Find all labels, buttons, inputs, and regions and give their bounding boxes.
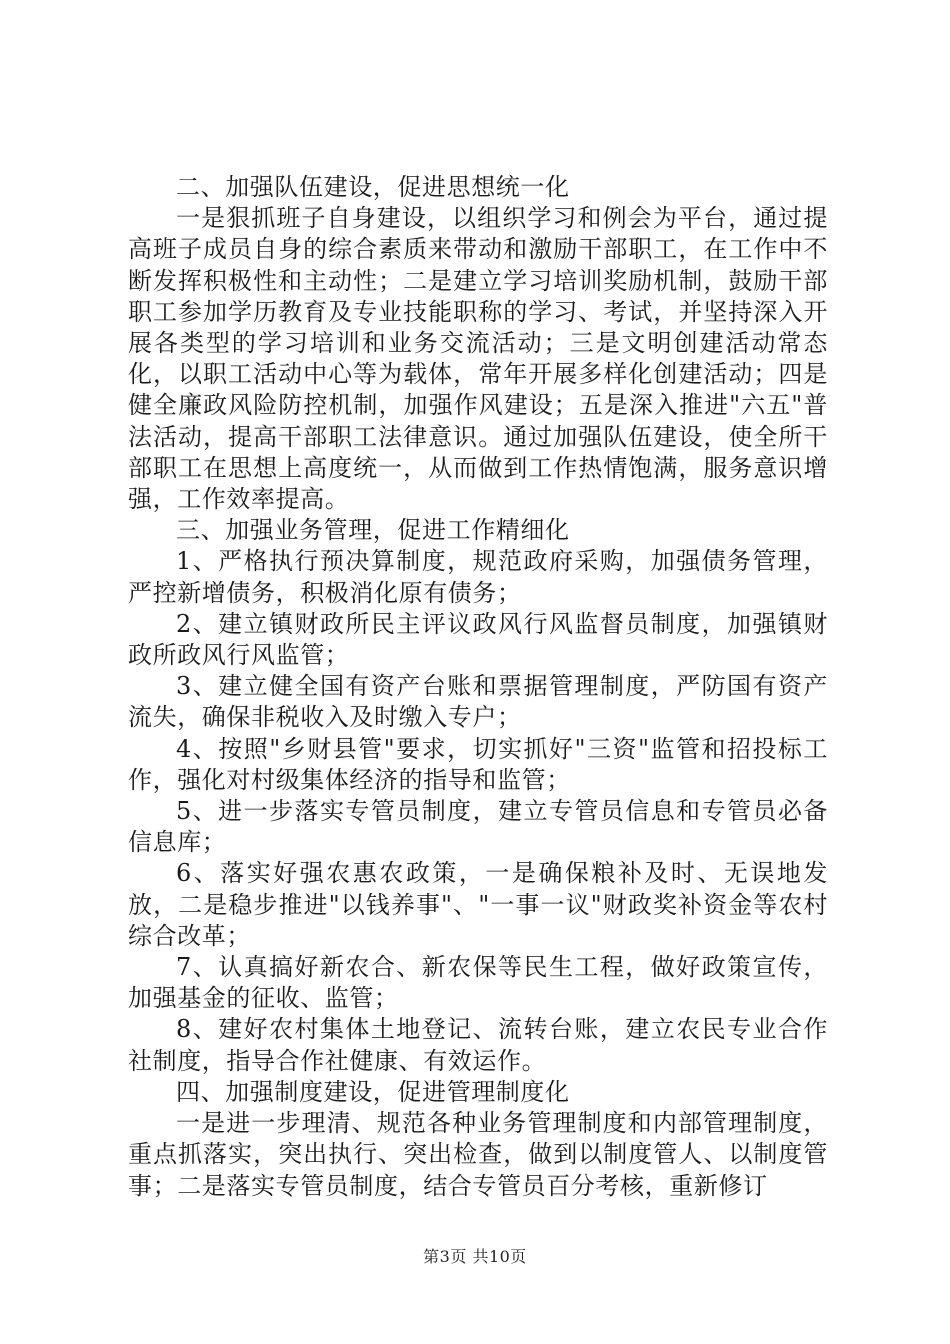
list-item-4: 4、按照"乡财县管"要求，切实抓好"三资"监管和招投标工作，强化对村级集体经济的指导和监管； [128, 734, 828, 794]
list-item-3: 3、建立健全国有资产台账和票据管理制度，严防国有资产流失，确保非税收入及时缴入专户； [128, 672, 828, 732]
list-item-1: 1、严格执行预决算制度，规范政府采购，加强债务管理，严控新增债务，积极消化原有债务； [128, 547, 828, 607]
section-heading-3: 三、加强业务管理，促进工作精细化 [176, 516, 570, 545]
list-item-7: 7、认真搞好新农合、新农保等民生工程，做好政策宣传，加强基金的征收、监管； [128, 953, 828, 1013]
section-heading-2: 二、加强队伍建设，促进思想统一化 [176, 173, 570, 201]
page-number-footer: 第3页 共10页 [423, 1247, 527, 1266]
list-item-6: 6、落实好强农惠农政策，一是确保粮补及时、无误地发放，二是稳步推进"以钱养事"、"一事一议"财政奖补资金等农村综合改革； [128, 859, 828, 950]
paragraph-institution-building: 一是进一步理清、规范各种业务管理制度和内部管理制度，重点抓落实，突出执行、突出检查，做到以制度管人、以制度管事；二是落实专管员制度，结合专管员百分考核，重新修订 [128, 1109, 828, 1200]
list-item-2: 2、建立镇财政所民主评议政风行风监督员制度，加强镇财政所政风行风监管； [128, 609, 828, 670]
paragraph-team-building: 一是狠抓班子自身建设，以组织学习和例会为平台，通过提高班子成员自身的综合素质来带动和激励干部职工，在工作中不断发挥积极性和主动性；二是建立学习培训奖励机制，鼓励干部职工参加学历教育及专业技能职称的学习、考试，并坚持深入开展各类型的学习培训和业务交流活动；三是文明创建活动常态化，以职工活动中心等为载体，常年开展多样化创建活动；四是健全廉政风险防控机制，加强作风建设；五是深入推进"六五"普法活动，提高干部职工法律意识。通过加强队伍建设，使全所干部职工在思想上高度统一，从而做到工作热情饱满，服务意识增强，工作效率提高。 [128, 204, 828, 514]
document-body [128, 172, 828, 1202]
list-item-5: 5、进一步落实专管员制度，建立专管员信息和专管员必备信息库； [128, 797, 828, 857]
section-heading-4: 四、加强制度建设，促进管理制度化 [176, 1077, 570, 1106]
list-item-8: 8、建好农村集体土地登记、流转台账，建立农民专业合作社制度，指导合作社健康、有效运作。 [128, 1015, 828, 1075]
